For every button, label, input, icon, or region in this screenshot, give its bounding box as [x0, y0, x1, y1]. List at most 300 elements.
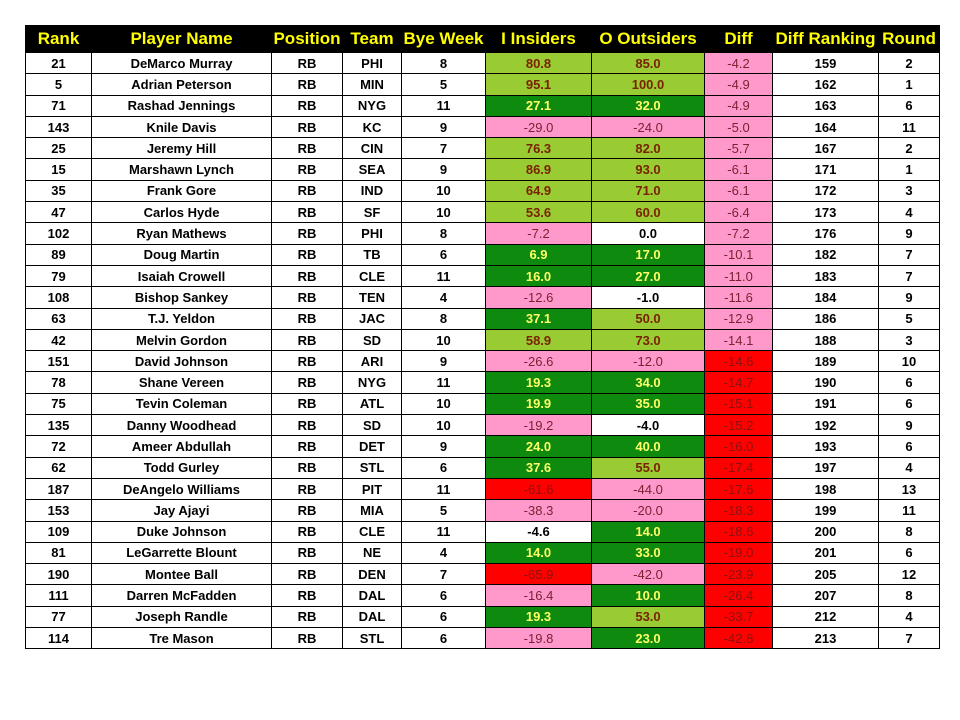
team-cell: SD [343, 329, 402, 350]
bye-week-cell: 9 [402, 159, 486, 180]
table-row [26, 585, 940, 606]
round-cell: 6 [879, 393, 940, 414]
player-name-cell: Ameer Abdullah [92, 436, 272, 457]
bye-week-cell: 9 [402, 351, 486, 372]
position-cell: RB [272, 478, 343, 499]
bye-week-cell: 11 [402, 95, 486, 116]
bye-week-cell: 6 [402, 457, 486, 478]
team-cell: PHI [343, 53, 402, 74]
position-cell: RB [272, 351, 343, 372]
position-cell: RB [272, 244, 343, 265]
round-cell: 6 [879, 95, 940, 116]
rank-cell: 21 [26, 53, 92, 74]
diff-cell: -17.6 [705, 478, 773, 499]
diff-cell: -15.2 [705, 415, 773, 436]
column-header-bye-week: Bye Week [402, 26, 486, 53]
position-cell: RB [272, 138, 343, 159]
player-name-cell: T.J. Yeldon [92, 308, 272, 329]
team-cell: PHI [343, 223, 402, 244]
position-cell: RB [272, 457, 343, 478]
round-cell: 6 [879, 436, 940, 457]
diff-cell: -16.0 [705, 436, 773, 457]
bye-week-cell: 11 [402, 372, 486, 393]
position-cell: RB [272, 180, 343, 201]
diff-ranking-cell: 164 [773, 116, 879, 137]
player-name-cell: Joseph Randle [92, 606, 272, 627]
table-row [26, 159, 940, 180]
player-name-cell: Tre Mason [92, 628, 272, 649]
diff-ranking-cell: 183 [773, 265, 879, 286]
rank-cell: 35 [26, 180, 92, 201]
round-cell: 3 [879, 329, 940, 350]
table-header [26, 26, 940, 53]
team-cell: CIN [343, 138, 402, 159]
diff-cell: -10.1 [705, 244, 773, 265]
insiders-cell: -7.2 [486, 223, 592, 244]
rank-cell: 62 [26, 457, 92, 478]
rank-cell: 187 [26, 478, 92, 499]
diff-ranking-cell: 163 [773, 95, 879, 116]
outsiders-cell: 0.0 [592, 223, 705, 244]
column-header-diff-ranking: Diff Ranking [773, 26, 879, 53]
diff-ranking-cell: 212 [773, 606, 879, 627]
diff-cell: -11.0 [705, 265, 773, 286]
diff-cell: -14.6 [705, 351, 773, 372]
position-cell: RB [272, 95, 343, 116]
outsiders-cell: -24.0 [592, 116, 705, 137]
bye-week-cell: 6 [402, 628, 486, 649]
diff-ranking-cell: 191 [773, 393, 879, 414]
player-name-cell: Isaiah Crowell [92, 265, 272, 286]
team-cell: TB [343, 244, 402, 265]
diff-ranking-cell: 162 [773, 74, 879, 95]
table-row [26, 329, 940, 350]
round-cell: 13 [879, 478, 940, 499]
insiders-cell: -26.6 [486, 351, 592, 372]
diff-cell: -15.1 [705, 393, 773, 414]
team-cell: CLE [343, 521, 402, 542]
player-name-cell: Knile Davis [92, 116, 272, 137]
team-cell: KC [343, 116, 402, 137]
round-cell: 4 [879, 457, 940, 478]
insiders-cell: 95.1 [486, 74, 592, 95]
player-name-cell: Tevin Coleman [92, 393, 272, 414]
rank-cell: 78 [26, 372, 92, 393]
table-row [26, 478, 940, 499]
header-row [26, 26, 940, 53]
insiders-cell: 53.6 [486, 202, 592, 223]
diff-ranking-cell: 199 [773, 500, 879, 521]
position-cell: RB [272, 521, 343, 542]
table-row [26, 244, 940, 265]
round-cell: 5 [879, 308, 940, 329]
diff-cell: -42.8 [705, 628, 773, 649]
diff-ranking-cell: 201 [773, 542, 879, 563]
diff-cell: -6.4 [705, 202, 773, 223]
rank-cell: 153 [26, 500, 92, 521]
table-row [26, 606, 940, 627]
outsiders-cell: 17.0 [592, 244, 705, 265]
team-cell: CLE [343, 265, 402, 286]
diff-ranking-cell: 193 [773, 436, 879, 457]
team-cell: DAL [343, 606, 402, 627]
column-header-o-outsiders: O Outsiders [592, 26, 705, 53]
diff-cell: -5.0 [705, 116, 773, 137]
column-header-position: Position [272, 26, 343, 53]
rank-cell: 71 [26, 95, 92, 116]
insiders-cell: -4.6 [486, 521, 592, 542]
round-cell: 7 [879, 244, 940, 265]
table-row [26, 564, 940, 585]
bye-week-cell: 4 [402, 287, 486, 308]
table-body [26, 53, 940, 649]
table-row [26, 415, 940, 436]
insiders-cell: 86.9 [486, 159, 592, 180]
table-row [26, 138, 940, 159]
diff-ranking-cell: 198 [773, 478, 879, 499]
team-cell: ARI [343, 351, 402, 372]
diff-cell: -4.2 [705, 53, 773, 74]
round-cell: 2 [879, 138, 940, 159]
insiders-cell: 6.9 [486, 244, 592, 265]
player-name-cell: Danny Woodhead [92, 415, 272, 436]
table-row [26, 287, 940, 308]
outsiders-cell: 32.0 [592, 95, 705, 116]
table-row [26, 521, 940, 542]
diff-cell: -14.1 [705, 329, 773, 350]
outsiders-cell: 14.0 [592, 521, 705, 542]
insiders-cell: -12.6 [486, 287, 592, 308]
table-row [26, 436, 940, 457]
player-name-cell: Frank Gore [92, 180, 272, 201]
position-cell: RB [272, 393, 343, 414]
table-row [26, 202, 940, 223]
round-cell: 11 [879, 116, 940, 137]
diff-ranking-cell: 186 [773, 308, 879, 329]
round-cell: 4 [879, 606, 940, 627]
round-cell: 6 [879, 372, 940, 393]
bye-week-cell: 11 [402, 478, 486, 499]
team-cell: NYG [343, 95, 402, 116]
insiders-cell: 80.8 [486, 53, 592, 74]
insiders-cell: -38.3 [486, 500, 592, 521]
outsiders-cell: 82.0 [592, 138, 705, 159]
diff-cell: -14.7 [705, 372, 773, 393]
diff-ranking-cell: 213 [773, 628, 879, 649]
player-name-cell: Melvin Gordon [92, 329, 272, 350]
diff-cell: -23.9 [705, 564, 773, 585]
bye-week-cell: 8 [402, 223, 486, 244]
position-cell: RB [272, 542, 343, 563]
insiders-cell: -19.2 [486, 415, 592, 436]
insiders-cell: 37.6 [486, 457, 592, 478]
position-cell: RB [272, 606, 343, 627]
rank-cell: 79 [26, 265, 92, 286]
team-cell: JAC [343, 308, 402, 329]
position-cell: RB [272, 500, 343, 521]
insiders-cell: 37.1 [486, 308, 592, 329]
insiders-cell: -19.8 [486, 628, 592, 649]
rank-cell: 75 [26, 393, 92, 414]
diff-cell: -12.9 [705, 308, 773, 329]
diff-ranking-cell: 190 [773, 372, 879, 393]
player-name-cell: Todd Gurley [92, 457, 272, 478]
team-cell: STL [343, 457, 402, 478]
bye-week-cell: 11 [402, 265, 486, 286]
diff-ranking-cell: 171 [773, 159, 879, 180]
table-row [26, 180, 940, 201]
player-name-cell: Darren McFadden [92, 585, 272, 606]
rank-cell: 102 [26, 223, 92, 244]
rank-cell: 72 [26, 436, 92, 457]
position-cell: RB [272, 372, 343, 393]
round-cell: 6 [879, 542, 940, 563]
column-header-diff: Diff [705, 26, 773, 53]
diff-ranking-cell: 159 [773, 53, 879, 74]
insiders-cell: 64.9 [486, 180, 592, 201]
column-header-rank: Rank [26, 26, 92, 53]
insiders-cell: 76.3 [486, 138, 592, 159]
table-row [26, 457, 940, 478]
bye-week-cell: 10 [402, 415, 486, 436]
player-name-cell: Adrian Peterson [92, 74, 272, 95]
team-cell: MIA [343, 500, 402, 521]
team-cell: DAL [343, 585, 402, 606]
rank-cell: 108 [26, 287, 92, 308]
insiders-cell: 19.9 [486, 393, 592, 414]
rank-cell: 15 [26, 159, 92, 180]
round-cell: 9 [879, 287, 940, 308]
player-name-cell: Marshawn Lynch [92, 159, 272, 180]
insiders-cell: 24.0 [486, 436, 592, 457]
outsiders-cell: 93.0 [592, 159, 705, 180]
position-cell: RB [272, 329, 343, 350]
insiders-cell: 27.1 [486, 95, 592, 116]
player-name-cell: DeMarco Murray [92, 53, 272, 74]
outsiders-cell: 55.0 [592, 457, 705, 478]
insiders-cell: -29.0 [486, 116, 592, 137]
outsiders-cell: -44.0 [592, 478, 705, 499]
outsiders-cell: 100.0 [592, 74, 705, 95]
table-row [26, 500, 940, 521]
diff-cell: -4.9 [705, 74, 773, 95]
position-cell: RB [272, 308, 343, 329]
round-cell: 3 [879, 180, 940, 201]
diff-ranking-cell: 205 [773, 564, 879, 585]
team-cell: SF [343, 202, 402, 223]
team-cell: STL [343, 628, 402, 649]
outsiders-cell: 73.0 [592, 329, 705, 350]
rank-cell: 109 [26, 521, 92, 542]
diff-cell: -18.6 [705, 521, 773, 542]
player-name-cell: Montee Ball [92, 564, 272, 585]
diff-ranking-cell: 182 [773, 244, 879, 265]
outsiders-cell: 23.0 [592, 628, 705, 649]
table-row [26, 372, 940, 393]
round-cell: 7 [879, 265, 940, 286]
outsiders-cell: 85.0 [592, 53, 705, 74]
diff-cell: -7.2 [705, 223, 773, 244]
diff-cell: -17.4 [705, 457, 773, 478]
outsiders-cell: 35.0 [592, 393, 705, 414]
bye-week-cell: 6 [402, 244, 486, 265]
team-cell: ATL [343, 393, 402, 414]
bye-week-cell: 4 [402, 542, 486, 563]
position-cell: RB [272, 53, 343, 74]
table-row [26, 95, 940, 116]
team-cell: DET [343, 436, 402, 457]
table-row [26, 265, 940, 286]
diff-ranking-cell: 189 [773, 351, 879, 372]
position-cell: RB [272, 223, 343, 244]
diff-cell: -33.7 [705, 606, 773, 627]
bye-week-cell: 7 [402, 138, 486, 159]
rank-cell: 77 [26, 606, 92, 627]
round-cell: 1 [879, 74, 940, 95]
rank-cell: 151 [26, 351, 92, 372]
player-name-cell: Jay Ajayi [92, 500, 272, 521]
bye-week-cell: 11 [402, 521, 486, 542]
position-cell: RB [272, 287, 343, 308]
diff-cell: -19.0 [705, 542, 773, 563]
position-cell: RB [272, 436, 343, 457]
diff-ranking-cell: 172 [773, 180, 879, 201]
outsiders-cell: -12.0 [592, 351, 705, 372]
player-name-cell: David Johnson [92, 351, 272, 372]
rank-cell: 190 [26, 564, 92, 585]
diff-ranking-cell: 207 [773, 585, 879, 606]
bye-week-cell: 8 [402, 308, 486, 329]
diff-cell: -6.1 [705, 180, 773, 201]
bye-week-cell: 10 [402, 393, 486, 414]
outsiders-cell: 71.0 [592, 180, 705, 201]
insiders-cell: 19.3 [486, 372, 592, 393]
table-row [26, 223, 940, 244]
bye-week-cell: 9 [402, 436, 486, 457]
position-cell: RB [272, 116, 343, 137]
insiders-cell: 14.0 [486, 542, 592, 563]
round-cell: 10 [879, 351, 940, 372]
rank-cell: 111 [26, 585, 92, 606]
round-cell: 9 [879, 415, 940, 436]
outsiders-cell: 10.0 [592, 585, 705, 606]
rank-cell: 114 [26, 628, 92, 649]
bye-week-cell: 5 [402, 500, 486, 521]
player-name-cell: Jeremy Hill [92, 138, 272, 159]
diff-ranking-cell: 192 [773, 415, 879, 436]
diff-cell: -18.3 [705, 500, 773, 521]
round-cell: 4 [879, 202, 940, 223]
table-row [26, 393, 940, 414]
column-header-team: Team [343, 26, 402, 53]
player-name-cell: LeGarrette Blount [92, 542, 272, 563]
position-cell: RB [272, 74, 343, 95]
column-header-i-insiders: I Insiders [486, 26, 592, 53]
column-header-player-name: Player Name [92, 26, 272, 53]
outsiders-cell: -20.0 [592, 500, 705, 521]
insiders-cell: -65.9 [486, 564, 592, 585]
bye-week-cell: 10 [402, 202, 486, 223]
player-name-cell: Doug Martin [92, 244, 272, 265]
outsiders-cell: 33.0 [592, 542, 705, 563]
team-cell: SEA [343, 159, 402, 180]
position-cell: RB [272, 265, 343, 286]
team-cell: SD [343, 415, 402, 436]
rank-cell: 25 [26, 138, 92, 159]
outsiders-cell: 60.0 [592, 202, 705, 223]
bye-week-cell: 9 [402, 116, 486, 137]
diff-cell: -26.4 [705, 585, 773, 606]
table-row [26, 628, 940, 649]
team-cell: IND [343, 180, 402, 201]
position-cell: RB [272, 202, 343, 223]
round-cell: 1 [879, 159, 940, 180]
diff-cell: -6.1 [705, 159, 773, 180]
position-cell: RB [272, 415, 343, 436]
insiders-cell: -61.6 [486, 478, 592, 499]
diff-cell: -4.9 [705, 95, 773, 116]
insiders-cell: 16.0 [486, 265, 592, 286]
round-cell: 2 [879, 53, 940, 74]
rank-cell: 42 [26, 329, 92, 350]
outsiders-cell: 27.0 [592, 265, 705, 286]
player-name-cell: DeAngelo Williams [92, 478, 272, 499]
outsiders-cell: -4.0 [592, 415, 705, 436]
position-cell: RB [272, 585, 343, 606]
table-row [26, 116, 940, 137]
rank-cell: 135 [26, 415, 92, 436]
round-cell: 11 [879, 500, 940, 521]
position-cell: RB [272, 564, 343, 585]
team-cell: PIT [343, 478, 402, 499]
bye-week-cell: 6 [402, 606, 486, 627]
player-name-cell: Carlos Hyde [92, 202, 272, 223]
round-cell: 9 [879, 223, 940, 244]
team-cell: DEN [343, 564, 402, 585]
rank-cell: 47 [26, 202, 92, 223]
outsiders-cell: -1.0 [592, 287, 705, 308]
team-cell: MIN [343, 74, 402, 95]
rank-cell: 5 [26, 74, 92, 95]
outsiders-cell: -42.0 [592, 564, 705, 585]
insiders-cell: -16.4 [486, 585, 592, 606]
diff-ranking-cell: 167 [773, 138, 879, 159]
round-cell: 8 [879, 521, 940, 542]
team-cell: NYG [343, 372, 402, 393]
rank-cell: 89 [26, 244, 92, 265]
insiders-cell: 19.3 [486, 606, 592, 627]
table-row [26, 74, 940, 95]
team-cell: NE [343, 542, 402, 563]
insiders-cell: 58.9 [486, 329, 592, 350]
diff-ranking-cell: 197 [773, 457, 879, 478]
table-row [26, 351, 940, 372]
bye-week-cell: 10 [402, 329, 486, 350]
diff-ranking-cell: 188 [773, 329, 879, 350]
round-cell: 7 [879, 628, 940, 649]
player-name-cell: Ryan Mathews [92, 223, 272, 244]
diff-ranking-cell: 173 [773, 202, 879, 223]
outsiders-cell: 53.0 [592, 606, 705, 627]
diff-ranking-cell: 176 [773, 223, 879, 244]
bye-week-cell: 6 [402, 585, 486, 606]
rank-cell: 81 [26, 542, 92, 563]
outsiders-cell: 50.0 [592, 308, 705, 329]
bye-week-cell: 7 [402, 564, 486, 585]
diff-ranking-cell: 200 [773, 521, 879, 542]
bye-week-cell: 8 [402, 53, 486, 74]
table-row [26, 308, 940, 329]
